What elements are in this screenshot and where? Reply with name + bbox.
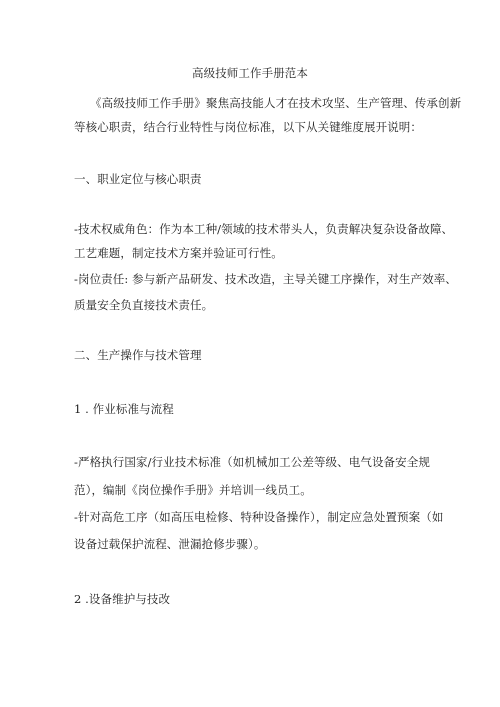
subsection-2-heading: 2 .设备维护与技改: [74, 592, 171, 606]
section-2-line-3: -针对高危工序（如高压电检修、特种设备操作），制定应急处置预案（如: [74, 510, 444, 524]
document-title: 高级技师工作手册范本: [192, 66, 308, 80]
section-2-line-2: 范），编制《岗位操作手册》并培训一线员工。: [74, 483, 312, 497]
section-1-line-3: -岗位责任: 参与新产品研发、技术改造，主导关键工序操作，对生产效率、: [74, 272, 457, 286]
intro-line-1: 《高级技师工作手册》聚焦高技能人才在技术攻坚、生产管理、传承创新: [90, 96, 462, 110]
section-2-line-4: 设备过载保护流程、泄漏抢修步骤）。: [74, 537, 266, 551]
section-2-line-1: -严格执行国家/行业技术标准（如机械加工公差等级、电气设备安全规: [74, 455, 430, 469]
section-1-heading: 一、职业定位与核心职责: [74, 172, 202, 186]
section-1-line-1: -技术权威角色：作为本工种/领域的技术带头人，负责解决复杂设备故障、: [74, 222, 454, 236]
section-1-line-4: 质量安全负直接技术责任。: [74, 298, 214, 312]
section-1-line-2: 工艺难题，制定技术方案并验证可行性。: [74, 246, 283, 260]
subsection-1-heading: 1 . 作业标准与流程: [74, 402, 174, 416]
intro-line-2: 等核心职责，结合行业特性与岗位标准，以下从关键维度展开说明：: [74, 120, 422, 134]
section-2-heading: 二、生产操作与技术管理: [74, 348, 202, 362]
